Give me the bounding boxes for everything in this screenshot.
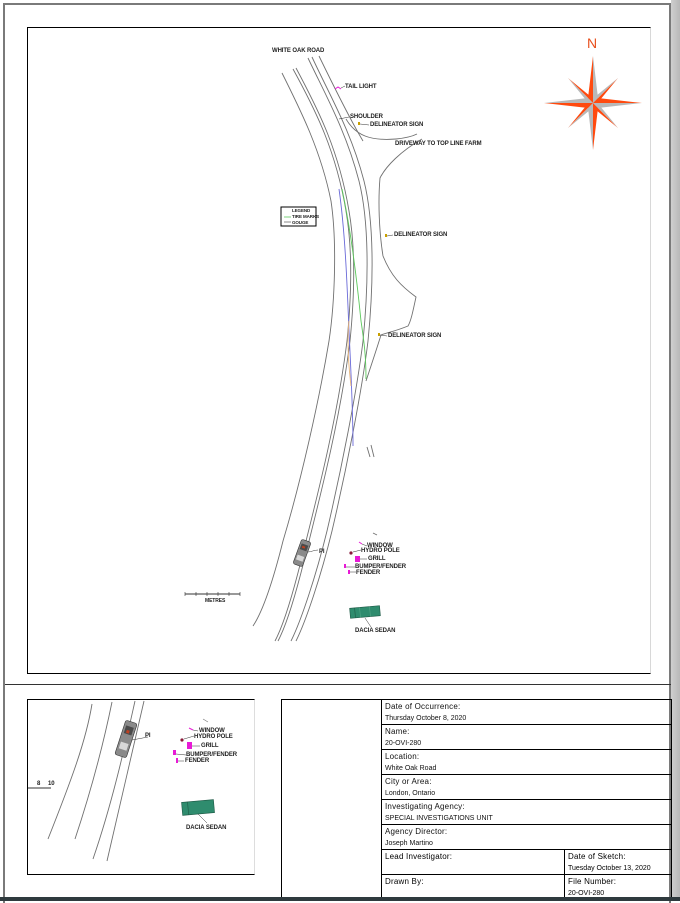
inset-final-rest-vehicle-icon (182, 800, 215, 816)
location-row (382, 750, 671, 775)
road-diagram-svg (28, 28, 652, 675)
delineator-sign-label-1: DELINEATOR SIGN (370, 122, 424, 128)
location-label: Location: (385, 752, 420, 761)
road-centerline-a (275, 69, 351, 641)
poi-label: PI (319, 549, 325, 555)
inset-fender-label: FENDER (185, 758, 210, 764)
gouge-marks (367, 445, 374, 457)
date-of-occurrence-row (382, 700, 671, 725)
inset-grill-label: GRILL (201, 743, 219, 749)
inset-scale-tick-8: 8 (37, 781, 41, 787)
agency-director-label: Agency Director: (385, 827, 448, 836)
name-row (382, 725, 671, 750)
city-or-area-row (382, 775, 671, 800)
involved-vehicle-icon (293, 539, 311, 567)
tire-mark-blue (339, 189, 353, 446)
debris-mark (373, 533, 377, 535)
tail-light-label: TAIL LIGHT (345, 84, 377, 90)
inset-final-rest-vehicle-label: DACIA SEDAN (186, 825, 227, 831)
viewer-scrollbar-gutter[interactable] (671, 0, 680, 901)
date-of-sketch-cell (565, 850, 671, 874)
legend-item-tire-marks: TIRE MARKS (292, 214, 319, 219)
legend-item-gouge: GOUGE (292, 220, 309, 225)
bumper-fender-label: BUMPER/FENDER (355, 564, 407, 570)
window-label: WINDOW (367, 543, 393, 549)
compass-north-label: N (587, 35, 598, 51)
blank-notes-panel (281, 699, 381, 901)
investigating-agency-value: SPECIAL INVESTIGATIONS UNIT (385, 815, 493, 822)
inset-diagram-svg (28, 700, 255, 875)
file-number-value: 20-OVI-280 (568, 890, 605, 897)
inset-detail-diagram (27, 699, 255, 875)
drawn-by-label: Drawn By: (385, 877, 424, 886)
final-rest-vehicle-label: DACIA SEDAN (355, 628, 396, 634)
viewer-bottom-bar (0, 897, 680, 901)
inset-bumper-fender-label: BUMPER/FENDER (186, 752, 238, 758)
section-divider (5, 684, 671, 685)
road-edge-left (253, 73, 335, 626)
location-value: White Oak Road (385, 765, 437, 772)
city-or-area-label: City or Area: (385, 777, 432, 786)
investigating-agency-label: Investigating Agency: (385, 802, 465, 811)
date-of-occurrence-value: Thursday October 8, 2020 (385, 715, 467, 722)
lead-investigator-cell (382, 850, 565, 874)
inset-hydro-pole-label: HYDRO POLE (194, 734, 233, 740)
main-collision-diagram (27, 27, 651, 674)
delineator-sign-label-2: DELINEATOR SIGN (394, 232, 448, 238)
date-of-sketch-value: Tuesday October 13, 2020 (568, 865, 651, 872)
agency-director-value: Joseph Martino (385, 840, 433, 847)
legend-title: LEGEND (292, 208, 311, 213)
investigating-agency-row (382, 800, 671, 825)
inset-window-label: WINDOW (199, 728, 225, 734)
driveway-lower (366, 139, 422, 381)
grill-label: GRILL (368, 556, 386, 562)
lead-investigator-label: Lead Investigator: (385, 852, 453, 861)
delineator-sign-label-3: DELINEATOR SIGN (388, 333, 442, 339)
date-of-occurrence-label: Date of Occurrence: (385, 702, 461, 711)
inset-scale-tick-10: 10 (48, 781, 55, 787)
date-of-sketch-label: Date of Sketch: (568, 852, 626, 861)
city-or-area-value: London, Ontario (385, 790, 436, 797)
fender-label: FENDER (356, 570, 381, 576)
hydro-pole-label: HYDRO POLE (361, 548, 400, 554)
name-value: 20-OVI-280 (385, 740, 422, 747)
file-number-label: File Number: (568, 877, 617, 886)
inset-road-edge-left (48, 704, 92, 839)
shoulder-label: SHOULDER (350, 114, 383, 120)
road-name-label: WHITE OAK ROAD (272, 48, 325, 54)
driveway-label: DRIVEWAY TO TOP LINE FARM (395, 141, 482, 147)
agency-director-row (382, 825, 671, 850)
inset-involved-vehicle-icon (115, 720, 138, 758)
compass-rose-icon (544, 56, 642, 150)
name-label: Name: (385, 727, 410, 736)
lead-investigator-date-row (382, 850, 671, 875)
scale-bar-label: METRES (205, 598, 226, 604)
inset-road-centerline (75, 702, 112, 839)
road-centerline-b (278, 68, 354, 641)
final-rest-vehicle-icon (350, 606, 381, 619)
title-block (381, 699, 672, 897)
inset-poi-label: PI (145, 733, 151, 739)
